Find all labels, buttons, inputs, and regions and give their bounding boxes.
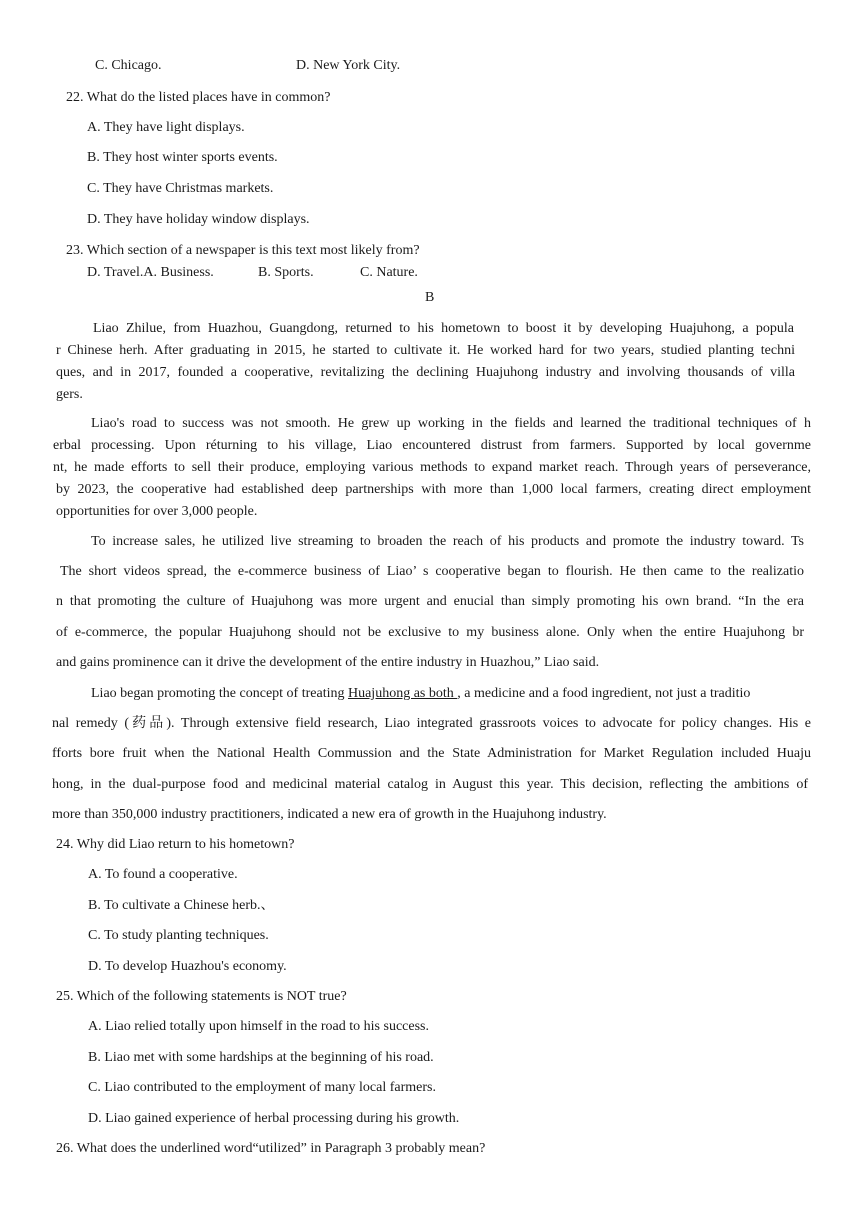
q23-stem: 23. Which section of a newspaper is this text most likely from? — [66, 243, 420, 258]
q22-option-d: D. They have holiday window displays. — [87, 212, 310, 227]
p1-line: Liao Zhilue, from Huazhou, Guangdong, returned to his hometown to boost it by developing Huajuhong, a popula — [93, 321, 794, 336]
q22-option-a: A. They have light displays. — [87, 120, 245, 135]
p3-line: n that promoting the culture of Huajuhong was more urgent and enucial than simply promoting his own brand. “In the era — [56, 594, 804, 609]
q25-option-d: D. Liao gained experience of herbal processing during his growth. — [88, 1111, 460, 1126]
q21-option-d: D. New York City. — [296, 58, 401, 73]
p4-first-post: , a medicine and a food ingredient, not just a traditio — [457, 686, 751, 701]
p1-line: ques, and in 2017, founded a cooperative, revitalizing the declining Huajuhong industry and involving thousands of villa — [56, 365, 795, 380]
q23-option-c: C. Nature. — [360, 265, 418, 280]
q25-option-c: C. Liao contributed to the employment of many local farmers. — [88, 1080, 436, 1095]
q25-option-b: B. Liao met with some hardships at the beginning of his road. — [88, 1050, 434, 1065]
q22-stem: 22. What do the listed places have in common? — [66, 90, 331, 105]
p4-line: nal remedy (药品). Through extensive field research, Liao integrated grassroots voices to advocate for policy changes. His e — [52, 716, 811, 731]
p3-line: The short videos spread, the e-commerce business of Liao’ s cooperative began to flourish. He then came to the realizatio — [60, 564, 804, 579]
q21-option-c: C. Chicago. — [95, 58, 162, 73]
p2-line: opportunities for over 3,000 people. — [56, 504, 258, 519]
q22-option-c: C. They have Christmas markets. — [87, 181, 274, 196]
p3-line: To increase sales, he utilized live streaming to broaden the reach of his products and promote the industry toward. Ts — [91, 534, 804, 549]
p3-line: of e-commerce, the popular Huajuhong should not be exclusive to my business alone. Only when the entire Huajuhong br — [56, 625, 804, 640]
q26-stem: 26. What does the underlined word“utilized” in Paragraph 3 probably mean? — [56, 1141, 486, 1156]
q24-stem: 24. Why did Liao return to his hometown? — [56, 837, 295, 852]
p1-line: r Chinese herh. After graduating in 2015, he started to cultivate it. He worked hard for two years, studied planting techni — [56, 343, 795, 358]
p2-line: erbal processing. Upon réturning to his village, Liao encountered distrust from farmers. Supported by local governme — [53, 438, 811, 453]
p4-first-pre: Liao began promoting the concept of treating — [91, 686, 348, 701]
q25-stem: 25. Which of the following statements is NOT true? — [56, 989, 347, 1004]
q22-option-b: B. They host winter sports events. — [87, 150, 278, 165]
p4-line: fforts bore fruit when the National Health Commussion and the State Administration for Market Regulation included Huaju — [52, 746, 811, 761]
p4-first-line — [91, 685, 750, 703]
section-label: B — [425, 290, 435, 305]
p2-line: by 2023, the cooperative had established deep partnerships with more than 1,000 local farmers, creating direct employment — [56, 482, 811, 497]
p1-line: gers. — [56, 387, 83, 402]
q24-option-c: C. To study planting techniques. — [88, 928, 269, 943]
q23-options-da: D. Travel.A. Business. — [87, 265, 214, 280]
q24-option-b: B. To cultivate a Chinese herb.、 — [88, 898, 275, 913]
q25-option-a: A. Liao relied totally upon himself in the road to his success. — [88, 1019, 429, 1034]
q24-option-a: A. To found a cooperative. — [88, 867, 238, 882]
p4-line: hong, in the dual-purpose food and medicinal material catalog in August this year. This decision, reflecting the ambitions of — [52, 777, 808, 792]
p2-line: Liao's road to success was not smooth. He grew up working in the fields and learned the traditional techniques of h — [91, 416, 811, 431]
q24-option-d: D. To develop Huazhou's economy. — [88, 959, 287, 974]
p2-line: nt, he made efforts to sell their produce, employing various methods to expand market reach. Through years of perseverance, — [53, 460, 811, 475]
underlined-phrase: Huajuhong as both — [347, 686, 458, 701]
q23-option-b: B. Sports. — [258, 265, 314, 280]
p4-line: more than 350,000 industry practitioners, indicated a new era of growth in the Huajuhong industry. — [52, 807, 607, 822]
p3-line: and gains prominence can it drive the development of the entire industry in Huazhou,” Liao said. — [56, 655, 600, 670]
